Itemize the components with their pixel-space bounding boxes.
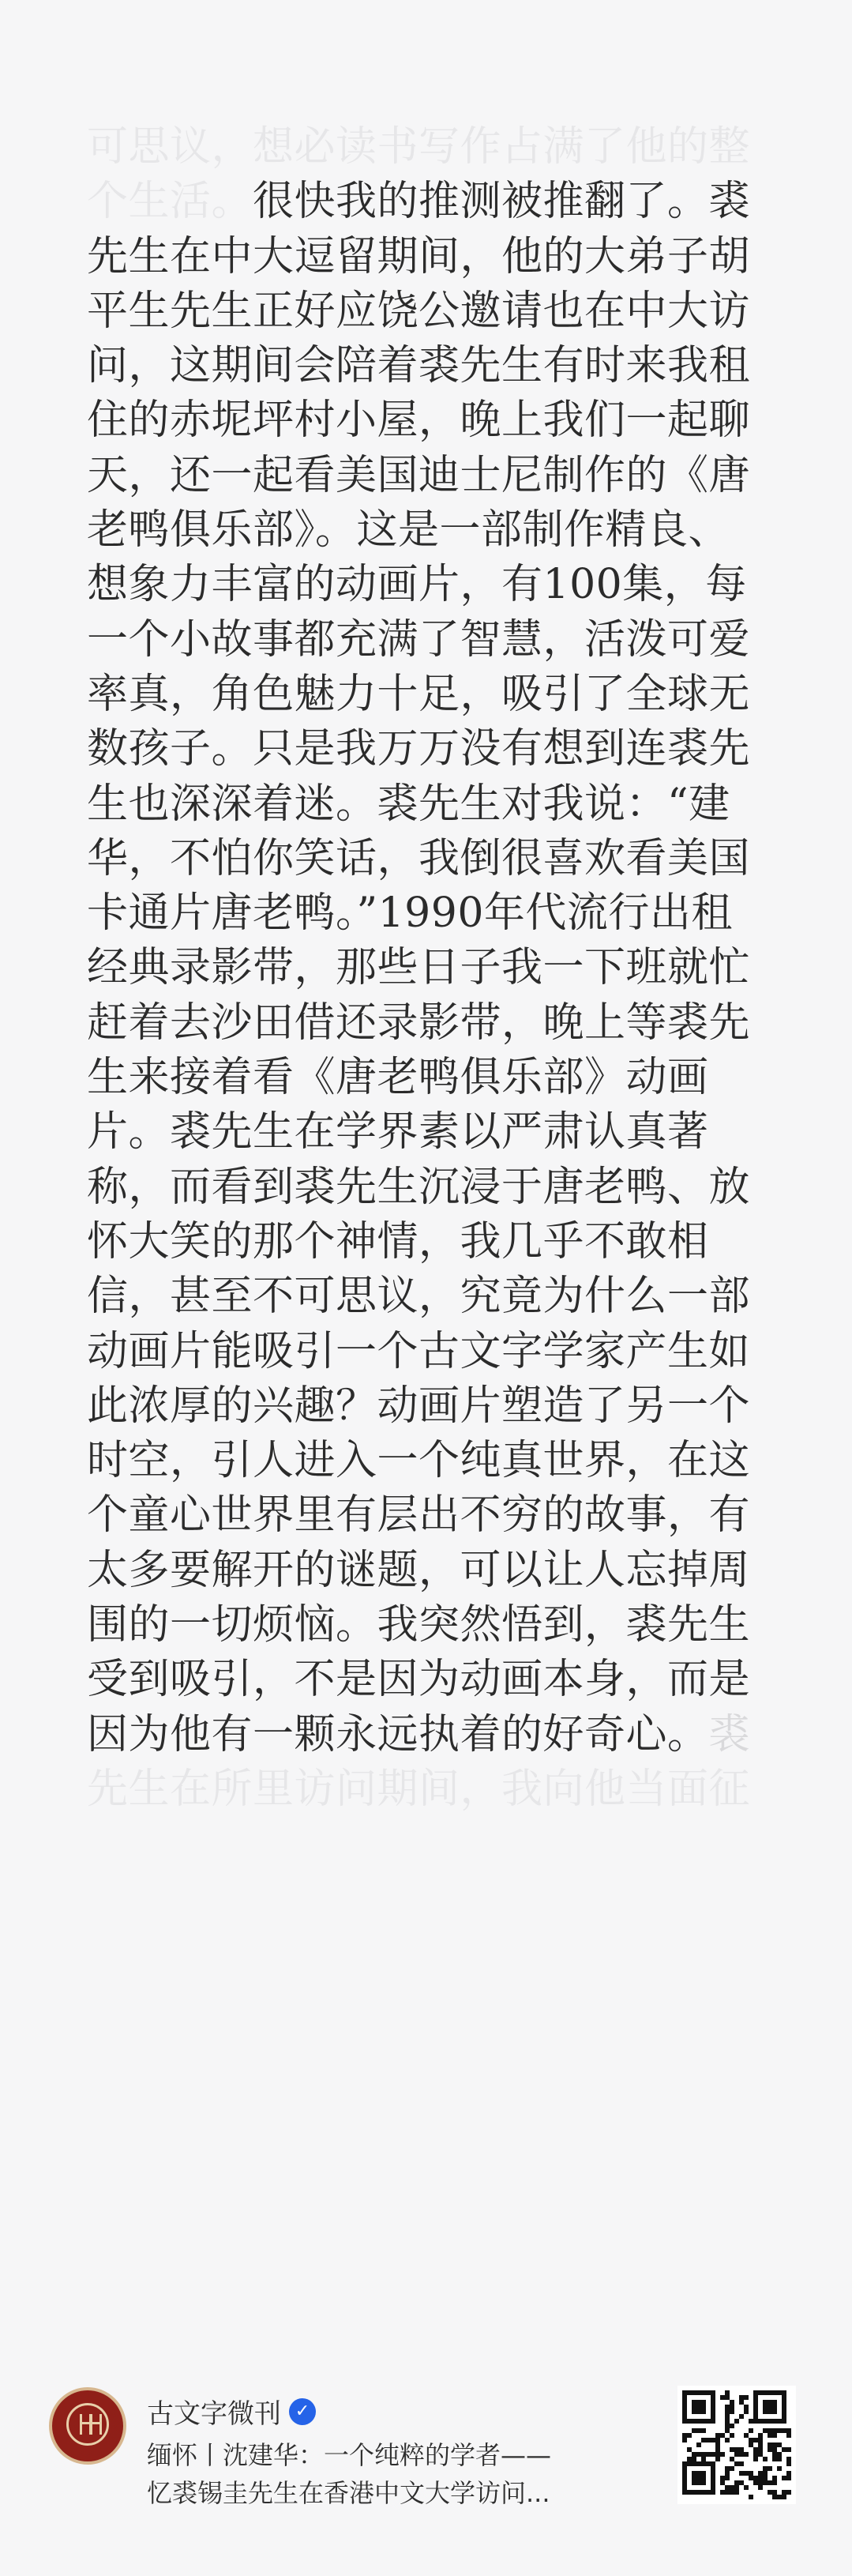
article-text-segment: 时空，引人进入一个纯真世界，在这: [87, 1437, 751, 1485]
article-line: [87, 832, 782, 886]
article-line: [87, 1434, 782, 1488]
article-line: [87, 175, 782, 229]
article-text-segment: 太多要解开的谜题，可以让人忘掉周: [87, 1546, 751, 1594]
article-text-segment: 称，而看到裘先生沉浸于唐老鸭、放: [87, 1163, 751, 1211]
article-text-segment: 受到吸引，不是因为动画本身，而是: [87, 1656, 751, 1704]
article-line: [87, 668, 782, 722]
article-text-segment: 围的一切烦恼。我突然悟到，裘先生: [87, 1601, 751, 1649]
account-logo-icon[interactable]: [49, 2387, 126, 2465]
article-text-segment: 华，不怕你笑话，我倒很喜欢看美国: [87, 834, 751, 882]
article-text-segment: 先生在中大逗留期间，他的大弟子胡: [87, 232, 751, 280]
article-line: [87, 120, 782, 175]
article-text-segment: 老鸭俱乐部》。这是一部制作精良、: [87, 506, 730, 555]
article-line: [87, 613, 782, 668]
article-text-segment: 个童心世界里有层出不穷的故事，有: [87, 1491, 751, 1540]
article-text-segment: 生来接着看《唐老鸭俱乐部》动画: [87, 1054, 709, 1102]
article-text-segment: 问，这期间会陪着裘先生有时来我租: [87, 342, 751, 390]
article-line: [87, 339, 782, 393]
qr-code-icon[interactable]: [677, 2386, 796, 2504]
article-line: [87, 230, 782, 284]
article-line: [87, 1598, 782, 1653]
article-line: [87, 1269, 782, 1324]
article-text-segment: 怀大笑的那个神情，我几乎不敢相: [87, 1217, 709, 1265]
article-line: [87, 941, 782, 995]
article-text-segment: 因为他有一颗永远执着的好奇心。: [87, 1710, 709, 1758]
account-name: 古文字微刊: [147, 2398, 281, 2430]
article-line: [87, 996, 782, 1051]
article-line: [87, 449, 782, 503]
article-text-segment: 经典录影带，那些日子我一下班就忙: [87, 944, 751, 992]
article-line: [87, 1379, 782, 1434]
article-line: [87, 1653, 782, 1707]
article-line: [87, 503, 782, 558]
article-line: [87, 1160, 782, 1215]
article-text-segment: 一个小故事都充满了智慧，活泼可爱: [87, 615, 751, 664]
article-line: [87, 1762, 782, 1817]
article-line: [87, 1488, 782, 1543]
article-text-segment: 动画片能吸引一个古文字学家产生如: [87, 1327, 751, 1375]
article-line: [87, 1325, 782, 1379]
article-text-segment: 裘: [708, 1710, 751, 1758]
article-line: [87, 284, 782, 339]
article-text-segment: 想象力丰富的动画片，有100集，每: [87, 561, 747, 609]
article-title[interactable]: [147, 2436, 636, 2512]
article-line: [87, 1215, 782, 1269]
article-text-segment: 可思议，想必读书写作占满了他的整: [87, 123, 751, 171]
article-text-segment: 个生活。: [87, 178, 253, 226]
article-line: [87, 1544, 782, 1598]
article-line: [87, 1105, 782, 1160]
article-title-line-2: 忆裘锡圭先生在香港中文大学访问...: [147, 2478, 550, 2508]
article-text-segment: 平生先生正好应饶公邀请也在中大访: [87, 287, 751, 335]
article-text-segment: 信，甚至不可思议，究竟为什么一部: [87, 1273, 751, 1321]
article-text-segment: 赶着去沙田借还录影带，晚上等裘先: [87, 998, 751, 1047]
article-title-line-1: 缅怀丨沈建华：一个纯粹的学者——: [147, 2440, 552, 2470]
account-name-row[interactable]: [147, 2392, 316, 2431]
article-line: [87, 1708, 782, 1762]
share-footer: [0, 2354, 852, 2576]
article-text-segment: 数孩子。只是我万万没有想到连裘先: [87, 725, 751, 773]
article-body: [87, 120, 782, 1817]
article-line: [87, 886, 782, 941]
article-line: [87, 722, 782, 777]
article-line: [87, 393, 782, 448]
article-text-segment: 很快我的推测被推翻了。裘: [253, 178, 751, 226]
article-text-segment: 片。裘先生在学界素以严肃认真著: [87, 1108, 709, 1156]
verified-check-icon: ✓: [289, 2398, 316, 2425]
article-text-segment: 生也深深着迷。裘先生对我说：“建: [87, 780, 730, 828]
article-text-segment: 率真，角色魅力十足，吸引了全球无: [87, 670, 751, 718]
article-text-segment: 先生在所里访问期间，我向他当面征: [87, 1765, 751, 1813]
article-text-segment: 卡通片唐老鸭。”1990年代流行出租: [87, 889, 733, 938]
article-text-segment: 天，还一起看美国迪士尼制作的《唐: [87, 451, 751, 499]
article-line: [87, 558, 782, 612]
article-text-segment: 此浓厚的兴趣？动画片塑造了另一个: [87, 1382, 751, 1430]
article-line: [87, 1051, 782, 1105]
article-line: [87, 777, 782, 832]
article-text-segment: 住的赤坭坪村小屋，晚上我们一起聊: [87, 397, 751, 445]
